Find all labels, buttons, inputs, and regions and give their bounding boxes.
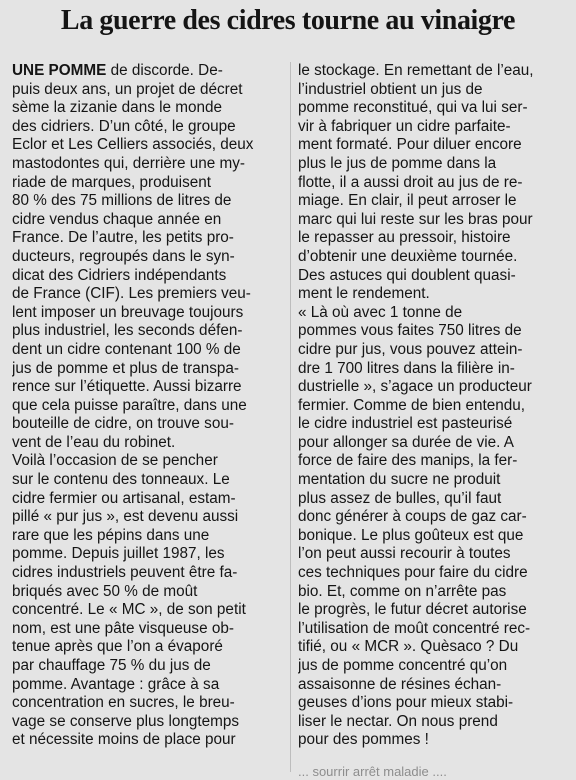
cropped-next-article-line: ... sourrir arrêt maladie .... (298, 764, 447, 779)
article-line: pomme. Avantage : grâce à sa (12, 675, 220, 693)
article-line: pour des pommes ! (298, 731, 429, 749)
article-line (12, 62, 288, 81)
article-line: tenue après que l’on a évaporé (12, 638, 223, 656)
article-line: flotte, il a aussi droit au jus de re- (298, 173, 523, 191)
article-line: sème la zizanie dans le monde (12, 99, 223, 117)
article-line: concentré. Le « MC », de son petit (12, 601, 246, 619)
article-line: donc générer à coups de gaz car- (298, 508, 527, 526)
article-line-text: de discorde. De- (106, 62, 223, 79)
article-line: puis deux ans, un projet de décret (12, 80, 243, 98)
article-line: Des astuces qui doublent quasi- (298, 266, 516, 284)
article-line: cidres industriels peuvent être fa- (12, 564, 238, 582)
article-line: riade de marques, produisent (12, 173, 211, 191)
article-line: nom, est une pâte visqueuse ob- (12, 619, 234, 637)
article-line: dre 1 700 litres dans la filière in- (298, 359, 515, 377)
article-line: pomme reconstitué, qui va lui ser- (298, 99, 528, 117)
article-line: dent un cidre contenant 100 % de (12, 340, 241, 358)
article-headline: La guerre des cidres tourne au vinaigre (60, 5, 516, 36)
article-line: liser le nectar. On nous prend (298, 712, 498, 730)
article-line: cidre pur jus, vous pouvez attein- (298, 340, 523, 358)
article-line: ment le rendement. (298, 285, 430, 303)
article-line: bonique. Le plus goûteux est que (298, 526, 524, 544)
article-line: le progrès, le futur décret autorise (298, 601, 527, 619)
article-column-right (298, 62, 564, 750)
article-line: jus de pomme concentré qu’on (298, 657, 508, 674)
article-line: pommes vous faites 750 litres de (298, 322, 522, 340)
article-line: jus de pomme et plus de transpa- (12, 359, 240, 377)
article-column-left (12, 62, 288, 750)
article-line: ces techniques pour faire du cidre (298, 564, 528, 582)
article-line: vent de l’eau du robinet. (12, 433, 176, 451)
article-line: plus industriel, les seconds défen- (12, 322, 243, 340)
article-line: Voilà l’occasion de se pencher (12, 452, 218, 470)
article-line: fermier. Comme de bien entendu, (298, 396, 526, 414)
article-line: cidre fermier ou artisanal, estam- (12, 489, 236, 507)
article-line: dicat des Cidriers indépendants (12, 266, 227, 284)
article-line: vage se conserve plus longtemps (12, 712, 240, 730)
article-line: le cidre industriel est pasteurisé (298, 415, 513, 433)
article-line: d’obtenir une deuxième tournée. (298, 247, 518, 265)
article-line: plus le jus de pomme dans la (298, 154, 497, 172)
article-line: plus assez de bulles, qu’il faut (298, 489, 502, 507)
article-line: dustrielle », s’agace un producteur (298, 378, 532, 396)
article-line: le repasser au pressoir, histoire (298, 229, 511, 247)
article-line: l’utilisation de moût concentré rec- (298, 619, 531, 637)
article-line: pillé « pur jus », est devenu aussi (12, 508, 239, 526)
article-line: sur le contenu des tonneaux. Le (12, 471, 230, 489)
article-line: de France (CIF). Les premiers veu- (12, 285, 251, 303)
article-line: force de faire des manips, la fer- (298, 452, 518, 470)
article-line: concentration en sucres, le breu- (12, 694, 235, 712)
article-line: miage. En clair, il peut arroser le (298, 192, 517, 210)
article-line: des cidriers. D’un côté, le groupe (12, 117, 236, 135)
article-line: cidre vendus chaque année en (12, 210, 222, 228)
article-line: marc qui lui reste sur les bras pour (298, 210, 533, 228)
article-line: l’industriel obtient un jus de (298, 80, 483, 98)
article-line: le stockage. En remettant de l’eau, (298, 62, 534, 79)
article-line: Eclor et Les Celliers associés, deux (12, 136, 254, 154)
article-line: pour allonger sa durée de vie. A (298, 433, 515, 451)
article-line: lent imposer un breuvage toujours (12, 303, 244, 321)
article-line: mastodontes qui, derrière une my- (12, 154, 245, 172)
article-line: mentation du sucre ne produit (298, 471, 501, 489)
article-line: tifié, ou « MCR ». Quèsaco ? Du (298, 638, 519, 656)
article-line: bouteille de cidre, on trouve sou- (12, 415, 234, 433)
article-line: 80 % des 75 millions de litres de (12, 192, 232, 210)
article-line: « Là où avec 1 tonne de (298, 303, 463, 321)
article-line: France. De l’autre, les petits pro- (12, 229, 234, 247)
article-line: geuses d’ions pour mieux stabi- (298, 694, 514, 712)
article-line: bio. Et, comme on n’arrête pas (298, 582, 507, 600)
column-divider (290, 62, 291, 772)
article-line: briqués avec 50 % de moût (12, 582, 198, 600)
article-line: rare que les pépins dans une (12, 526, 210, 544)
article-line: ment formaté. Pour diluer encore (298, 136, 522, 154)
article-line: l’on peut aussi recourir à toutes (298, 545, 511, 563)
article-line: rence sur l’étiquette. Aussi bizarre (12, 378, 242, 396)
article-line: assaisonne de résines échan- (298, 675, 502, 693)
article-line: vir à fabriquer un cidre parfaite- (298, 117, 511, 135)
article-line: par chauffage 75 % du jus de (12, 657, 211, 674)
article-line: pomme. Depuis juillet 1987, les (12, 545, 225, 563)
article-line: ducteurs, regroupés dans le syn- (12, 247, 235, 265)
article-lead-in: UNE POMME (12, 62, 107, 79)
article-line: et nécessite moins de place pour (12, 731, 236, 749)
article-line: que cela puisse paraître, dans une (12, 396, 247, 414)
